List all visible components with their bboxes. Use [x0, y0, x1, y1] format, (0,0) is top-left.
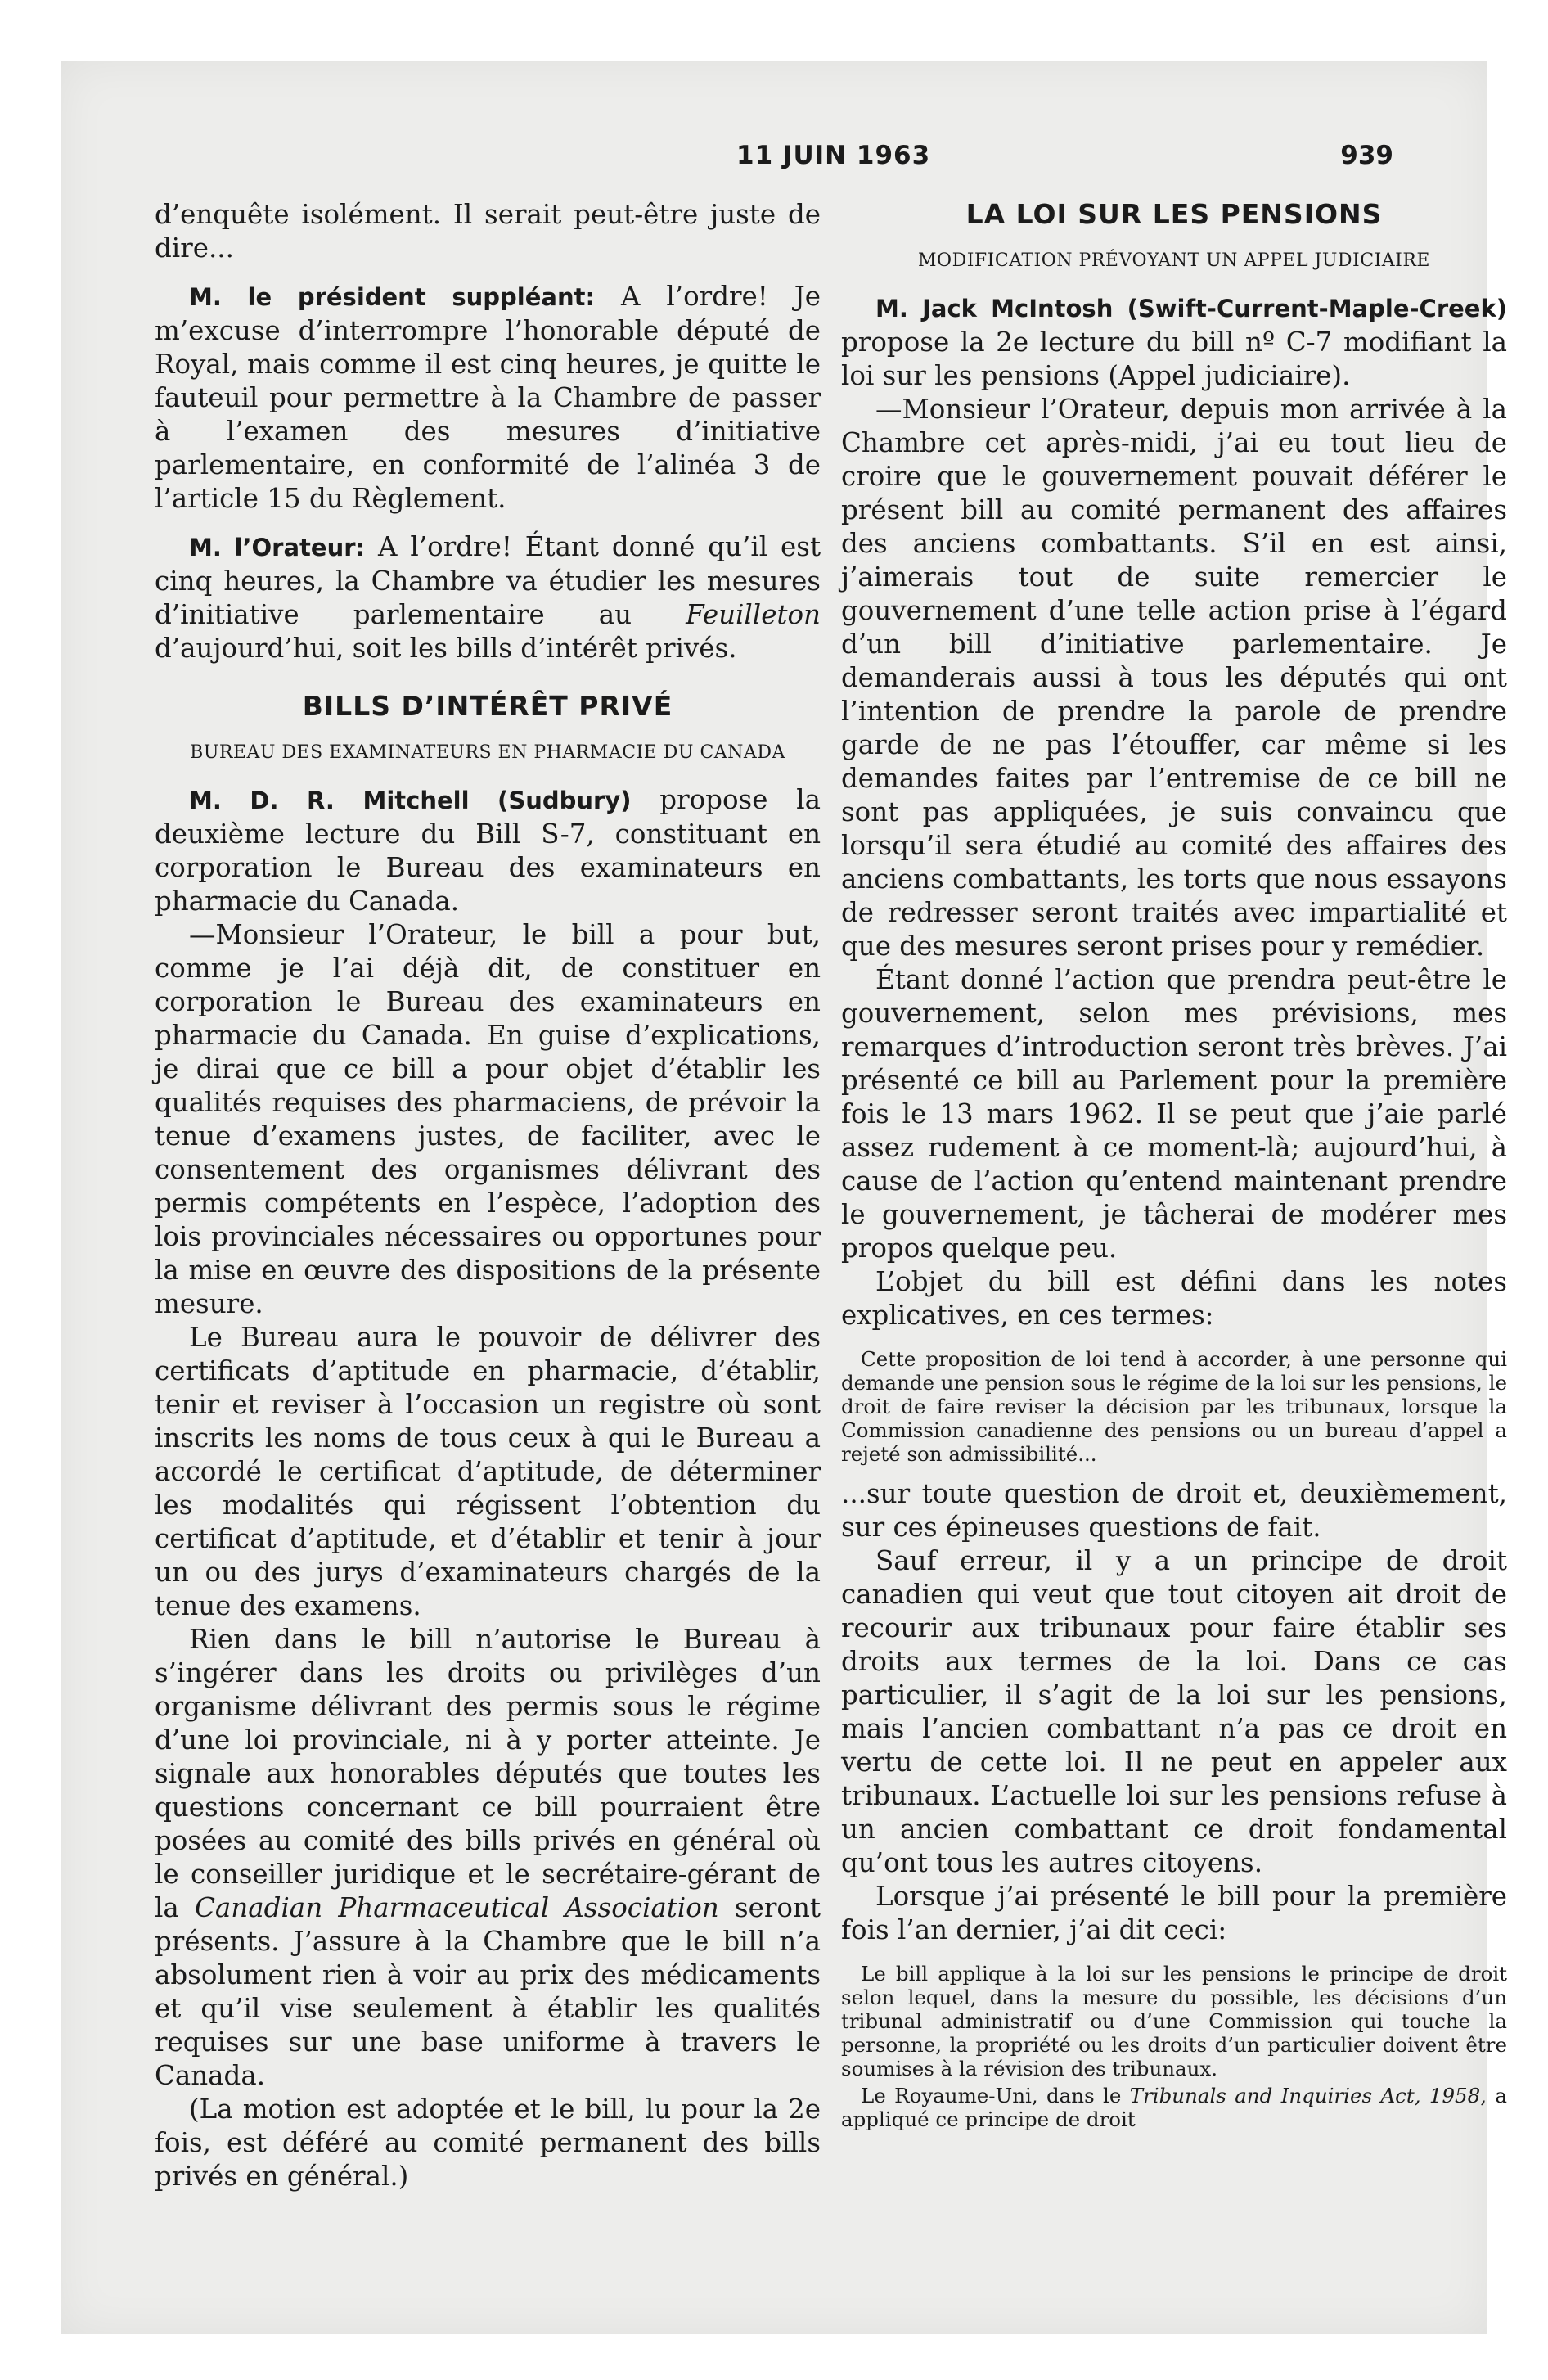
block-quote: Cette proposition de loi tend à accorder, à une personne qui demande une pension sous le régime de la loi sur les pensions, le droit de faire reviser la décision par les tribunaux, lorsque la Commission canadienne des pensions ou un bureau d’appel a rejeté son admissibilité...	[841, 1347, 1507, 1466]
paragraph: (La motion est adoptée et le bill, lu pour la 2e fois, est déféré au comité permanent des bills privés en général.)	[155, 2094, 821, 2192]
page-header	[61, 141, 1487, 182]
header-date: 11 JUIN 1963	[736, 141, 931, 170]
section-heading: LA LOI SUR LES PENSIONS	[965, 198, 1383, 230]
paragraph: d’enquête isolément. Il serait peut-être juste de dire...	[155, 199, 821, 264]
speech-text: propose la deuxième lecture du Bill S-7, constituant en corporation le Bureau des examinateurs en pharmacie du Canada.	[155, 784, 821, 917]
paragraph	[155, 1623, 821, 2093]
left-column	[155, 198, 821, 2193]
speech-text: A l’ordre! Étant donné qu’il est cinq heures, la Chambre va étudier les mesures d’initiative parlementaire au	[155, 531, 821, 630]
paragraph	[155, 530, 821, 665]
paragraph	[841, 291, 1507, 393]
quote-text: , a appliqué ce principe de droit	[841, 2084, 1508, 2131]
block-quote	[841, 2084, 1507, 2131]
speech-text: propose la 2e lecture du bill nº C-7 modifiant la loi sur les pensions (Appel judiciaire).	[841, 327, 1507, 391]
block-quote: Le bill applique à la loi sur les pensions le principe de droit selon lequel, dans la mesure du possible, les décisions d’un tribunal administratif ou d’une Commission qui touche la personne, la propriété ou les droits d’un particulier doivent être soumises à la révision des tribunaux.	[841, 1962, 1507, 2080]
speech-text: Rien dans le bill n’autorise le Bureau à s’ingérer dans les droits ou privilèges d’un organisme délivrant des permis sous le régime d’une loi provinciale, ni à y porter atteinte. Je signale aux honorables députés que toutes les questions concernant ce bill pourraient être posées au comité des bills privés en général où le conseiller juridique et le secrétaire-gérant de la	[155, 1624, 821, 1923]
speaker-name: M. l’Orateur:	[189, 534, 366, 561]
section-subheading: BUREAU DES EXAMINATEURS EN PHARMACIE DU CANADA	[190, 742, 785, 763]
italic-text: Feuilleton	[686, 599, 821, 630]
right-column	[841, 198, 1507, 2143]
paragraph	[155, 280, 821, 516]
quote-text: Le Royaume-Uni, dans le	[861, 2084, 1130, 2107]
paragraph: —Monsieur l’Orateur, le bill a pour but, comme je l’ai déjà dit, de constituer en corporation le Bureau des examinateurs en pharmacie du Canada. En guise d’explications, je dirai que ce bill a pour objet d’établir les qualités requises des pharmaciens, de prévoir la tenue d’examens justes, de faciliter, avec le consentement des organismes délivrant des permis compétents en l’espèce, l’adoption des lois provinciales nécessaires ou opportunes pour la mise en œuvre des dispositions de la présente mesure.	[155, 919, 821, 1319]
speaker-name: M. D. R. Mitchell (Sudbury)	[189, 787, 632, 814]
paragraph: Étant donné l’action que prendra peut-être le gouvernement, selon mes prévisions, mes remarques d’introduction seront très brèves. J’ai présenté ce bill au Parlement pour la première fois le 13 mars 1962. Il se peut que j’aie parlé assez rudement à ce moment-là; aujourd’hui, à cause de l’action qu’entend maintenant prendre le gouvernement, je tâcherai de modérer mes propos quelque peu.	[841, 964, 1507, 1264]
speaker-name: M. Jack McIntosh (Swift-Current-Maple-Creek)	[875, 295, 1507, 322]
paragraph: L’objet du bill est défini dans les notes explicatives, en ces termes:	[841, 1266, 1507, 1331]
paragraph: —Monsieur l’Orateur, depuis mon arrivée à la Chambre cet après-midi, j’ai eu tout lieu de croire que le gouvernement pouvait déférer le présent bill au comité permanent des affaires des anciens combattants. S’il en est ainsi, j’aimerais tout de suite remercier le gouvernement d’une telle action prise à l’égard d’un bill d’initiative parlementaire. Je demanderais aussi à tous les députés qui ont l’intention de prendre la parole de prendre garde de ne pas l’étouffer, car même si les demandes faites par l’entremise de ce bill ne sont pas appliquées, je suis convaincu que lorsqu’il sera étudié au comité des affaires des anciens combattants, les torts que nous essayons de redresser seront traités avec impartialité et que des mesures seront prises pour y remédier.	[841, 394, 1507, 962]
paragraph	[155, 783, 821, 918]
section-heading: BILLS D’INTÉRÊT PRIVÉ	[302, 690, 673, 722]
italic-text: Canadian Pharmaceutical Association	[195, 1892, 719, 1923]
speech-text: d’aujourd’hui, soit les bills d’intérêt privés.	[155, 633, 737, 664]
speaker-name: M. le président suppléant:	[189, 283, 596, 311]
paragraph: Lorsque j’ai présenté le bill pour la première fois l’an dernier, j’ai dit ceci:	[841, 1881, 1507, 1945]
speech-text: A l’ordre! Je m’excuse d’interrompre l’honorable député de Royal, mais comme il est cinq heures, je quitte le fauteuil pour permettre à la Chambre de passer à l’examen des mesures d’initiative parlementaire, en conformité de l’alinéa 3 de l’article 15 du Règlement.	[155, 281, 821, 514]
page-number: 939	[1340, 141, 1393, 170]
paragraph: Sauf erreur, il y a un principe de droit canadien qui veut que tout citoyen ait droit de recourir aux tribunaux pour faire établir ses droits aux termes de la loi. Dans ce cas particulier, il s’agit de la loi sur les pensions, mais l’ancien combattant n’a pas ce droit en vertu de cette loi. Il ne peut en appeler aux tribunaux. L’actuelle loi sur les pensions refuse à un ancien combattant ce droit fondamental qu’ont tous les autres citoyens.	[841, 1545, 1507, 1878]
italic-text: Tribunals and Inquiries Act, 1958	[1129, 2084, 1481, 2107]
page-sheet	[61, 61, 1508, 2334]
paragraph: ...sur toute question de droit et, deuxièmement, sur ces épineuses questions de fait.	[841, 1478, 1507, 1543]
speech-text: seront présents. J’assure à la Chambre que le bill n’a absolument rien à voir au prix des médicaments et qu’il vise seulement à établir les qualités requises sur une base uniforme à travers le Canada.	[155, 1892, 821, 2091]
section-subheading: MODIFICATION PRÉVOYANT UN APPEL JUDICIAIRE	[918, 250, 1430, 271]
paragraph: Le Bureau aura le pouvoir de délivrer des certificats d’aptitude en pharmacie, d’établir, tenir et reviser à l’occasion un registre où sont inscrits les noms de tous ceux à qui le Bureau a accordé le certificat d’aptitude, de déterminer les modalités qui régissent l’obtention du certificat d’aptitude, et d’établir et tenir à jour un ou des jurys d’examinateurs chargés de la tenue des examens.	[155, 1322, 821, 1621]
